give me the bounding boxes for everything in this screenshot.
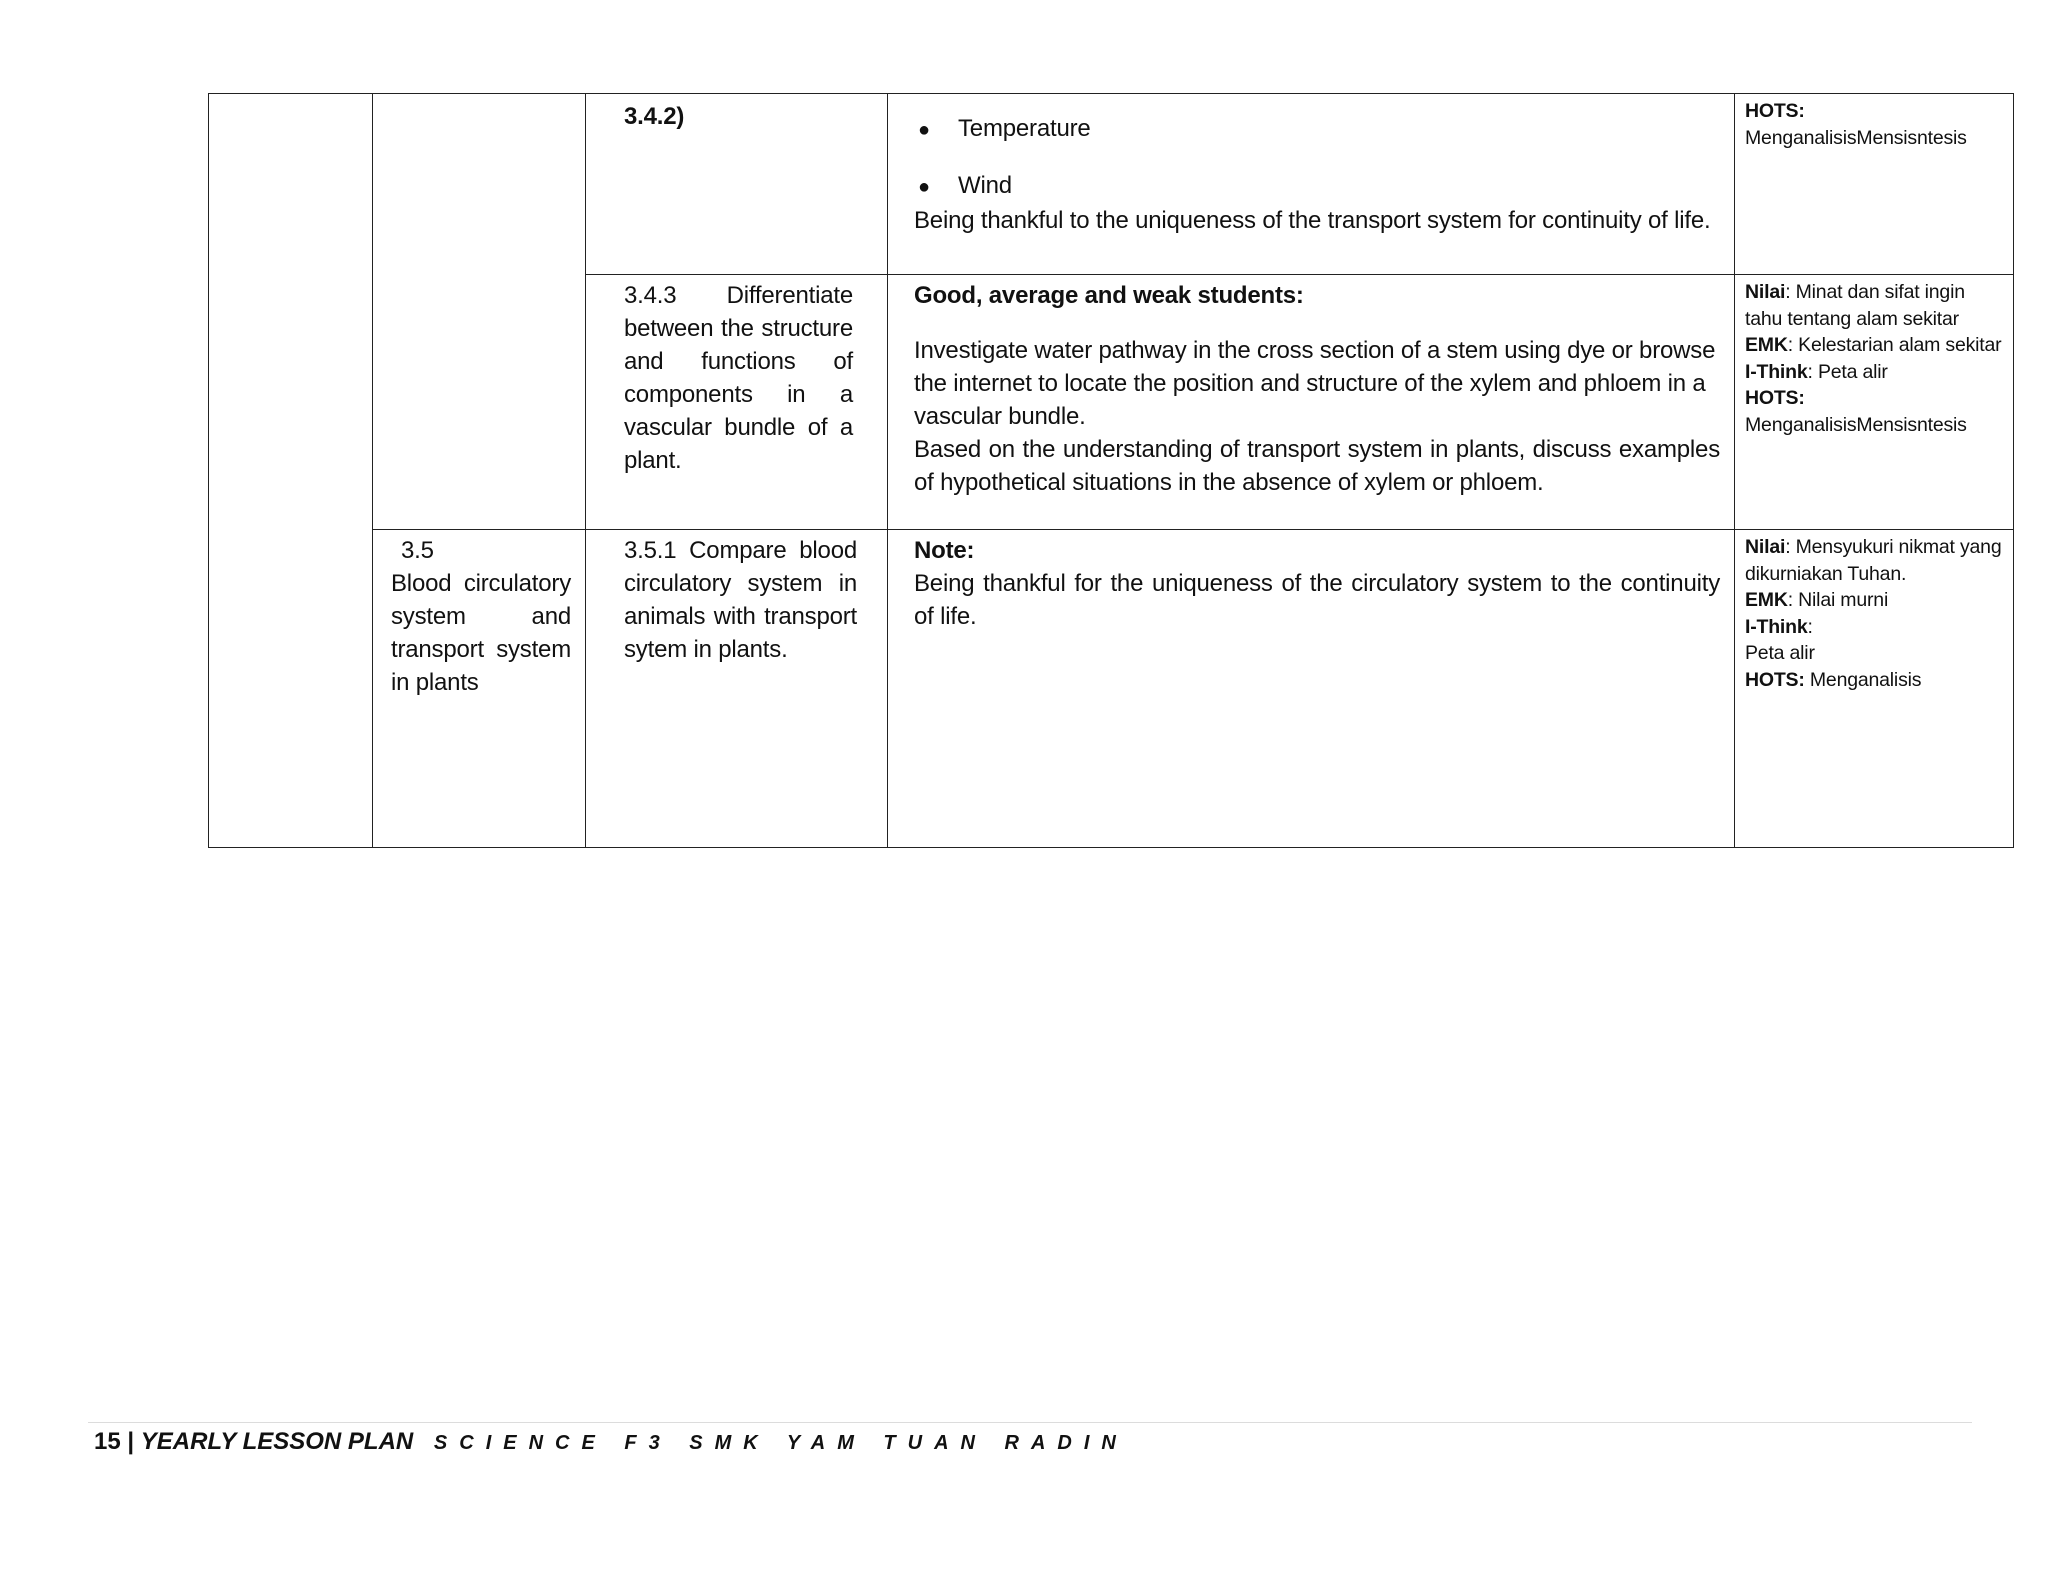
ithink-value-line: Peta alir xyxy=(1745,642,1815,664)
footer-separator: | xyxy=(127,1428,135,1455)
footer-divider xyxy=(88,1422,1972,1423)
learning-standard-text: 3.5.1 Compare blood circulatory system in animals with transport sytem in plants. xyxy=(624,537,857,663)
bullet-icon: ● xyxy=(918,176,930,198)
nilai-label: Nilai xyxy=(1745,536,1786,558)
activity-heading: Good, average and weak students: xyxy=(914,282,1304,309)
page-number: 15 xyxy=(94,1428,121,1455)
table-row xyxy=(209,530,2014,848)
hots-label: HOTS: xyxy=(1745,387,1805,409)
emk-label: EMK xyxy=(1745,334,1788,356)
ithink-label: I-Think xyxy=(1745,615,1808,638)
nilai-remark xyxy=(1745,279,2003,332)
ithink-value: : xyxy=(1807,615,1813,638)
hots-label: HOTS: xyxy=(1745,100,1805,122)
activity-text: Being thankful to the uniqueness of the transport system for continuity of life. xyxy=(914,207,1711,234)
nilai-label: Nilai xyxy=(1745,281,1786,303)
footer-title: YEARLY LESSON PLAN xyxy=(140,1428,414,1455)
footer-subtitle: SCIENCE F3 SMK YAM TUAN RADIN xyxy=(433,1432,1128,1454)
emk-remark xyxy=(1745,332,2003,359)
remarks-cell xyxy=(1735,94,2014,275)
nilai-remark xyxy=(1745,534,2003,587)
bullet-text: Wind xyxy=(958,172,1012,199)
page-footer xyxy=(94,1428,1128,1456)
remarks-cell xyxy=(1735,530,2014,848)
activity-paragraph: Investigate water pathway in the cross section of a stem using dye or browse the internet to locate the position and structure of the xylem and phloem in a vascular bundle. xyxy=(914,337,1716,430)
bullet-icon: ● xyxy=(918,119,930,141)
content-standard-text: Blood circulatory system and transport system in plants xyxy=(391,570,571,696)
hots-value: MenganalisisMensisntesis xyxy=(1745,126,1967,149)
emk-value: : Nilai murni xyxy=(1787,589,1889,611)
emk-label: EMK xyxy=(1745,589,1788,611)
hots-remark xyxy=(1745,667,2003,694)
ithink-remark xyxy=(1745,614,2003,641)
list-item xyxy=(914,112,1720,147)
learning-standard-cell xyxy=(586,530,888,848)
bullet-text: Temperature xyxy=(958,115,1091,142)
content-standard-cell xyxy=(373,94,586,530)
hots-value: Menganalisis xyxy=(1804,668,1922,691)
content-standard-number: 3.5 xyxy=(401,537,434,564)
activity-cell xyxy=(888,275,1735,530)
ithink-label: I-Think xyxy=(1745,360,1808,383)
theme-cell xyxy=(209,94,373,848)
learning-standard-cell xyxy=(586,275,888,530)
nilai-value: : Mensyukuri nikmat yang dikurniakan Tuhan. xyxy=(1745,536,2002,585)
activity-paragraph: Based on the understanding of transport system in plants, discuss examples of hypothetical situations in the absence of xylem or phloem. xyxy=(914,436,1720,496)
activity-cell xyxy=(888,94,1735,275)
activity-paragraph: Being thankful for the uniqueness of the circulatory system to the continuity of life. xyxy=(914,570,1720,630)
activity-heading: Note: xyxy=(914,537,975,564)
emk-value: : Kelestarian alam sekitar xyxy=(1787,334,2002,356)
remarks-cell xyxy=(1735,275,2014,530)
learning-standard-number: 3.4.2) xyxy=(624,103,685,130)
table-row xyxy=(209,94,2014,275)
lesson-plan-table xyxy=(208,93,2014,848)
hots-value: MenganalisisMensisntesis xyxy=(1745,413,1967,436)
activity-cell xyxy=(888,530,1735,848)
list-item xyxy=(914,169,1720,204)
learning-standard-text: 3.4.3 Differentiate between the structure and functions of components in a vascular bundle of a plant. xyxy=(624,282,853,474)
nilai-value: : Minat dan sifat ingin tahu tentang alam sekitar xyxy=(1745,281,1965,330)
emk-remark xyxy=(1745,587,2003,614)
ithink-value: : Peta alir xyxy=(1807,360,1888,383)
content-standard-cell xyxy=(373,530,586,848)
hots-label: HOTS: xyxy=(1745,668,1805,691)
ithink-remark xyxy=(1745,359,2003,386)
learning-standard-cell xyxy=(586,94,888,275)
